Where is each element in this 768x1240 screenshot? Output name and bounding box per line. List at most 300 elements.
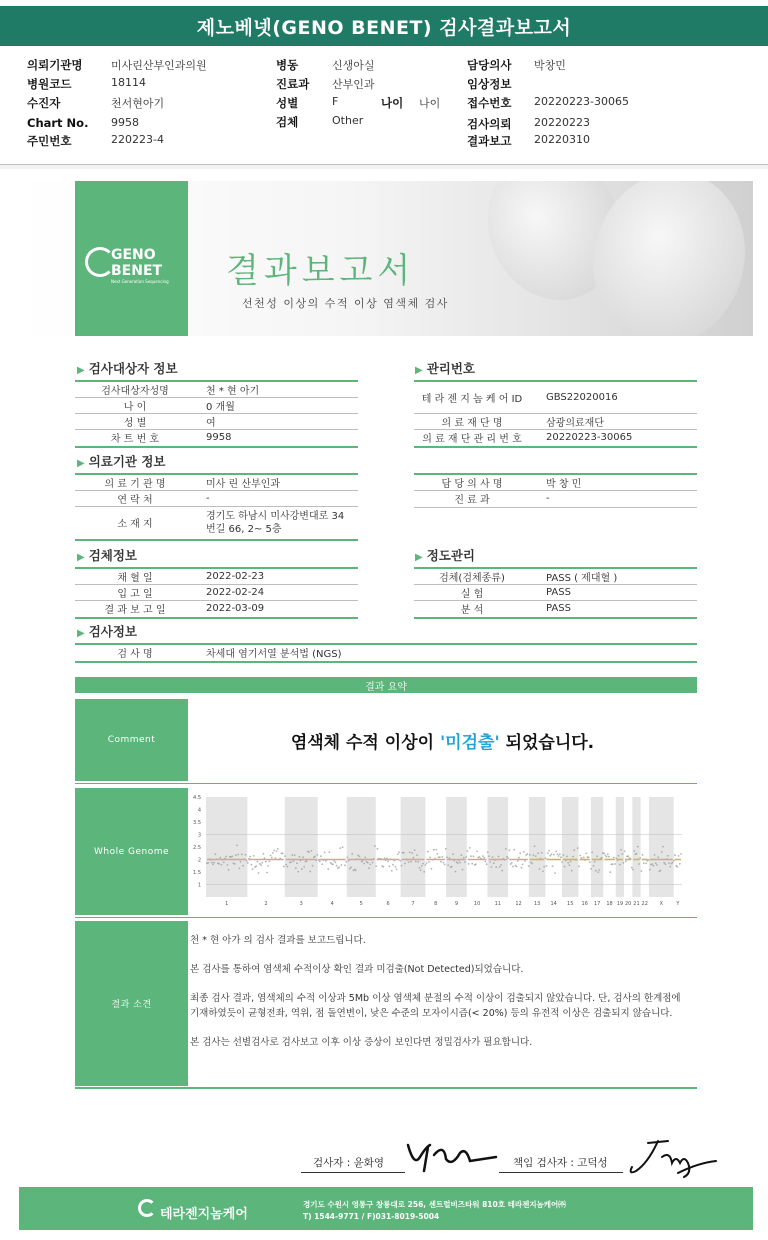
x-tick-label: 16 [581,901,588,907]
logo-panel [75,181,188,336]
data-point [597,871,599,873]
x-tick-label: 13 [533,901,541,907]
data-point [344,864,346,866]
data-point [642,854,644,856]
data-point [332,863,334,865]
data-point [590,868,592,870]
x-tick-label: 4 [330,901,334,907]
arrow-icon: ▶ [77,458,85,469]
x-tick-label: 9 [454,901,459,907]
divider [75,1087,697,1089]
data-point [218,863,220,865]
row-key: 나 이 [75,398,195,413]
data-point [489,861,491,863]
row-key: 성 별 [75,414,195,429]
opinion-text [190,933,690,1064]
y-tick-label: 2 [197,857,201,864]
data-point [422,863,424,865]
row-value: 20220223-30065 [546,432,633,443]
qc-table [414,567,697,619]
data-point [272,852,274,854]
data-point [535,855,537,857]
section-test-label: 검사정보 [88,624,138,639]
data-point [599,869,601,871]
doctor-table [414,473,697,508]
data-point [235,854,237,856]
chromosome-band [206,797,247,897]
table-row [414,414,697,430]
data-point [541,852,543,854]
divider [0,165,768,169]
data-point [263,853,265,855]
comment-text [188,699,697,781]
data-point [301,868,303,870]
data-point [516,866,518,868]
data-point [476,851,478,853]
table-row [75,569,358,585]
data-point [455,871,457,873]
age-label: 나이 [381,96,404,110]
divider [75,917,697,918]
data-point [560,856,562,858]
data-point [649,869,651,871]
report-date-label: 결과보고 [467,134,512,148]
data-point [677,866,679,868]
chart-value: 9958 [111,116,139,129]
row-value: - [206,493,210,504]
data-point [552,865,554,867]
arrow-icon: ▶ [415,552,423,563]
data-point [342,846,344,848]
data-point [271,857,273,859]
data-point [637,846,639,848]
data-point [641,870,643,872]
data-point [521,867,523,869]
subject-table [75,380,358,448]
data-point [285,864,287,866]
arrow-icon: ▶ [77,552,85,563]
patient-value: 천서현아기 [111,97,165,110]
table-row [414,475,697,491]
table-row [75,414,358,430]
data-point [542,871,544,873]
data-point [251,864,253,866]
data-point [404,863,406,865]
whole-genome-label: Whole Genome [75,788,188,915]
row-key: 차 트 번 호 [75,430,195,445]
chromosome-band [347,797,376,897]
data-point [638,863,640,865]
opinion-line: 본 검사는 선별검사로 검사보고 이후 이상 증상이 보인다면 정밀검사가 필요합니다. [190,1037,533,1048]
data-point [302,856,304,858]
data-point [674,854,676,856]
data-point [467,850,469,852]
data-point [614,863,616,865]
theragen-logo-icon [138,1199,156,1217]
data-point [473,855,475,857]
table-row [414,585,697,601]
x-tick-label: 7 [411,901,415,907]
data-point [553,854,555,856]
opinion-line: 천 * 현 아가 의 검사 결과를 보고드립니다. [190,935,366,946]
y-tick-label: 3 [197,832,201,839]
data-point [297,871,299,873]
row-value: 삼광의료재단 [546,418,604,429]
data-point [459,862,461,864]
data-point [651,863,653,865]
data-point [324,852,326,854]
data-point [483,857,485,859]
footer-address [303,1199,566,1223]
data-point [593,865,595,867]
section-subject-label: 검사대상자 정보 [88,361,178,376]
row-value: 천 * 현 아기 [206,386,260,397]
row-value: PASS [546,603,571,614]
chromosome-band [591,797,603,897]
data-point [669,866,671,868]
y-tick-label: 2.5 [193,845,201,851]
row-key: 채 혈 일 [75,569,195,584]
data-point [329,851,331,853]
data-point [591,852,593,854]
x-tick-label: 17 [593,901,601,907]
data-point [679,863,681,865]
data-point [212,864,214,866]
data-point [265,861,267,863]
data-point [290,861,292,863]
data-point [408,861,410,863]
section-specimen-title [77,546,137,564]
data-point [551,853,553,855]
table-row [75,382,358,398]
data-point [231,856,233,858]
opinion-line: 최종 검사 결과, 염색체의 수적 이상과 5Mb 이상 염색체 분절의 수적 이상이 검출되지 않았습니다. 단, 검사의 한계점에 기재하였듯이 균형전좌, 역위, 점 돌연변이, 낮은 수준의 모자이시즘(< 20%) 등의 유전적 이상은 검출되지 않습니다. [190,993,681,1019]
row-value: - [546,493,550,504]
row-value: PASS [546,587,571,598]
data-point [389,865,391,867]
data-point [283,866,285,868]
data-point [447,864,449,866]
data-point [648,859,650,861]
data-point [625,860,627,862]
data-point [446,857,448,859]
table-row [75,430,358,445]
data-point [500,864,502,866]
data-point [423,871,425,873]
data-point [361,861,363,863]
data-point [429,857,431,859]
section-management-title [415,359,475,377]
data-point [269,860,271,862]
data-point [612,863,614,865]
data-point [594,861,596,863]
table-row [75,475,358,491]
table-row [75,507,358,538]
data-point [609,871,611,873]
data-point [555,851,557,853]
section-specimen-label: 검체정보 [88,548,138,563]
examiner-signature-image [400,1137,500,1177]
data-point [547,852,549,854]
row-key: 결 과 보 고 일 [75,601,195,616]
data-point [291,854,293,856]
data-point [662,846,664,848]
data-point [249,856,251,858]
specimen-label: 검체 [276,115,299,129]
data-point [479,856,481,858]
comment-highlight: '미검출' [439,732,500,753]
data-point [606,856,608,858]
data-point [613,857,615,859]
data-point [558,855,560,857]
data-point [341,864,343,866]
data-point [660,870,662,872]
data-point [403,852,405,854]
data-point [303,866,305,868]
specimen-value: Other [332,114,364,127]
data-point [441,856,443,858]
y-tick-label: 3.5 [193,820,201,826]
row-value: 미사 린 산부인과 [206,479,280,490]
table-row [414,382,697,414]
data-point [633,850,635,852]
x-tick-label: 2 [264,901,268,907]
data-point [247,862,249,864]
data-point [564,866,566,868]
data-point [533,854,535,856]
opinion-label: 결과 소견 [75,921,188,1086]
section-institution-label: 의료기관 정보 [88,454,166,469]
y-tick-label: 4.5 [193,795,201,801]
data-point [501,870,503,872]
data-point [485,861,487,863]
data-point [623,862,625,864]
data-point [421,865,423,867]
row-key: 입 고 일 [75,585,195,600]
sex-value: F [332,95,339,108]
data-point [213,862,215,864]
data-point [492,856,494,858]
data-point [339,847,341,849]
data-point [618,855,620,857]
data-point [245,854,247,856]
data-point [221,864,223,866]
data-point [529,854,531,856]
data-point [572,856,574,858]
row-key: 의 료 재 단 명 [414,414,530,429]
section-qc-title [415,546,475,564]
data-point [398,851,400,853]
data-point [401,865,403,867]
data-point [239,868,241,870]
data-point [395,866,397,868]
table-row [75,645,697,660]
sex-label: 성별 [276,96,299,110]
data-point [293,860,295,862]
data-point [539,868,541,870]
comment-post: 되었습니다. [499,732,595,753]
data-point [528,865,530,867]
data-point [509,849,511,851]
data-point [417,861,419,863]
data-point [282,852,284,854]
data-point [241,853,243,855]
row-value: 2022-03-09 [206,603,265,614]
banner-title: 결과보고서 [226,251,416,291]
data-point [608,856,610,858]
row-value: 경기도 하남시 미사강변대로 34 번길 66, 2~ 5층 [206,510,345,535]
data-point [627,855,629,857]
chromosome-band [562,797,579,897]
table-row [414,491,697,506]
data-point [657,856,659,858]
data-point [518,857,520,859]
x-tick-label: 12 [515,901,522,907]
data-point [351,853,353,855]
row-key: 실 험 [414,585,530,600]
row-value: 9958 [206,432,232,443]
row-key: 연 락 처 [75,491,195,506]
x-tick-label: 15 [567,901,574,907]
data-point [445,848,447,850]
data-point [211,862,213,864]
data-point [236,845,238,847]
chromosome-band [487,797,508,897]
data-point [311,850,313,852]
patient-info-panel [0,48,768,165]
data-point [511,862,513,864]
receipt-label: 접수번호 [467,96,512,110]
row-key: 검체(검체종류) [414,569,530,584]
data-point [427,851,429,853]
data-point [470,855,472,857]
data-point [495,866,497,868]
data-point [284,855,286,857]
data-point [397,853,399,855]
data-point [377,848,379,850]
hospital-code-value: 18114 [111,76,146,89]
chromosome-band [285,797,318,897]
data-point [482,855,484,857]
responsible-signature-image [618,1133,718,1181]
data-point [260,864,262,866]
arrow-icon: ▶ [415,365,423,376]
data-point [420,869,422,871]
data-point [537,852,539,854]
table-row [75,585,358,601]
x-tick-label: X [659,901,664,907]
data-point [523,851,525,853]
data-point [464,861,466,863]
data-point [443,862,445,864]
data-point [387,861,389,863]
ward-label: 병동 [276,58,299,72]
institution-label: 의뢰기관명 [27,58,83,72]
data-point [545,857,547,859]
data-point [549,855,551,857]
management-table [414,380,697,448]
data-point [461,854,463,856]
data-point [462,869,464,871]
data-point [367,862,369,864]
data-point [312,865,314,867]
data-point [319,860,321,862]
logo-tagline: Next Generation Sequencing [111,279,169,284]
table-row [414,601,697,616]
x-tick-label: 20 [625,901,632,907]
table-row [75,491,358,507]
data-point [414,849,416,851]
footer-logo-text: 테라젠지놈케어 [160,1207,248,1222]
x-tick-label: 6 [386,901,390,907]
y-tick-label: 1 [197,882,201,889]
data-point [573,849,575,851]
data-point [335,862,337,864]
data-point [581,857,583,859]
data-point [392,864,394,866]
data-point [234,863,236,865]
resident-value: 220223-4 [111,133,164,146]
row-key: 담 당 의 사 명 [414,475,530,490]
data-point [667,855,669,857]
data-point [347,857,349,859]
row-value: 0 개월 [206,402,235,413]
data-point [295,867,297,869]
data-point [577,847,579,849]
row-value: 2022-02-23 [206,571,265,582]
data-point [374,845,376,847]
data-point [266,872,268,874]
whole-genome-chart [188,793,697,911]
data-point [557,853,559,855]
data-point [554,872,556,874]
chart-label: Chart No. [27,116,89,130]
data-point [457,862,459,864]
comment-pre: 염색체 수적 이상이 [290,732,440,753]
data-point [452,853,454,855]
data-point [678,855,680,857]
footer-address-line: 경기도 수원시 영통구 창룡대로 256, 센트럴비즈타워 810호 테라젠지놈케어㈜ [303,1200,566,1209]
data-point [519,852,521,854]
data-point [444,864,446,866]
responsible-signature: 책임 검사자 : 고덕성 [499,1155,623,1173]
banner-subtitle: 선천성 이상의 수적 이상 염색체 검사 [242,297,449,310]
data-point [596,855,598,857]
data-point [253,855,255,857]
request-label: 검사의뢰 [467,117,512,131]
examiner-signature: 검사자 : 윤화영 [301,1155,405,1173]
data-point [219,857,221,859]
table-row [414,569,697,585]
table-row [75,601,358,616]
table-row [75,398,358,414]
data-point [416,854,418,856]
data-point [252,868,254,870]
data-point [299,856,301,858]
footer-phone-line: T) 1544-9771 / F)031-8019-5004 [303,1212,440,1221]
row-key: 분 석 [414,601,530,616]
data-point [546,865,548,867]
department-label: 진료과 [276,77,310,91]
data-point [320,855,322,857]
data-point [321,863,323,865]
data-point [569,864,571,866]
x-tick-label: Y [676,901,680,907]
data-point [355,869,357,871]
data-point [601,857,603,859]
data-point [603,853,605,855]
data-point [579,855,581,857]
